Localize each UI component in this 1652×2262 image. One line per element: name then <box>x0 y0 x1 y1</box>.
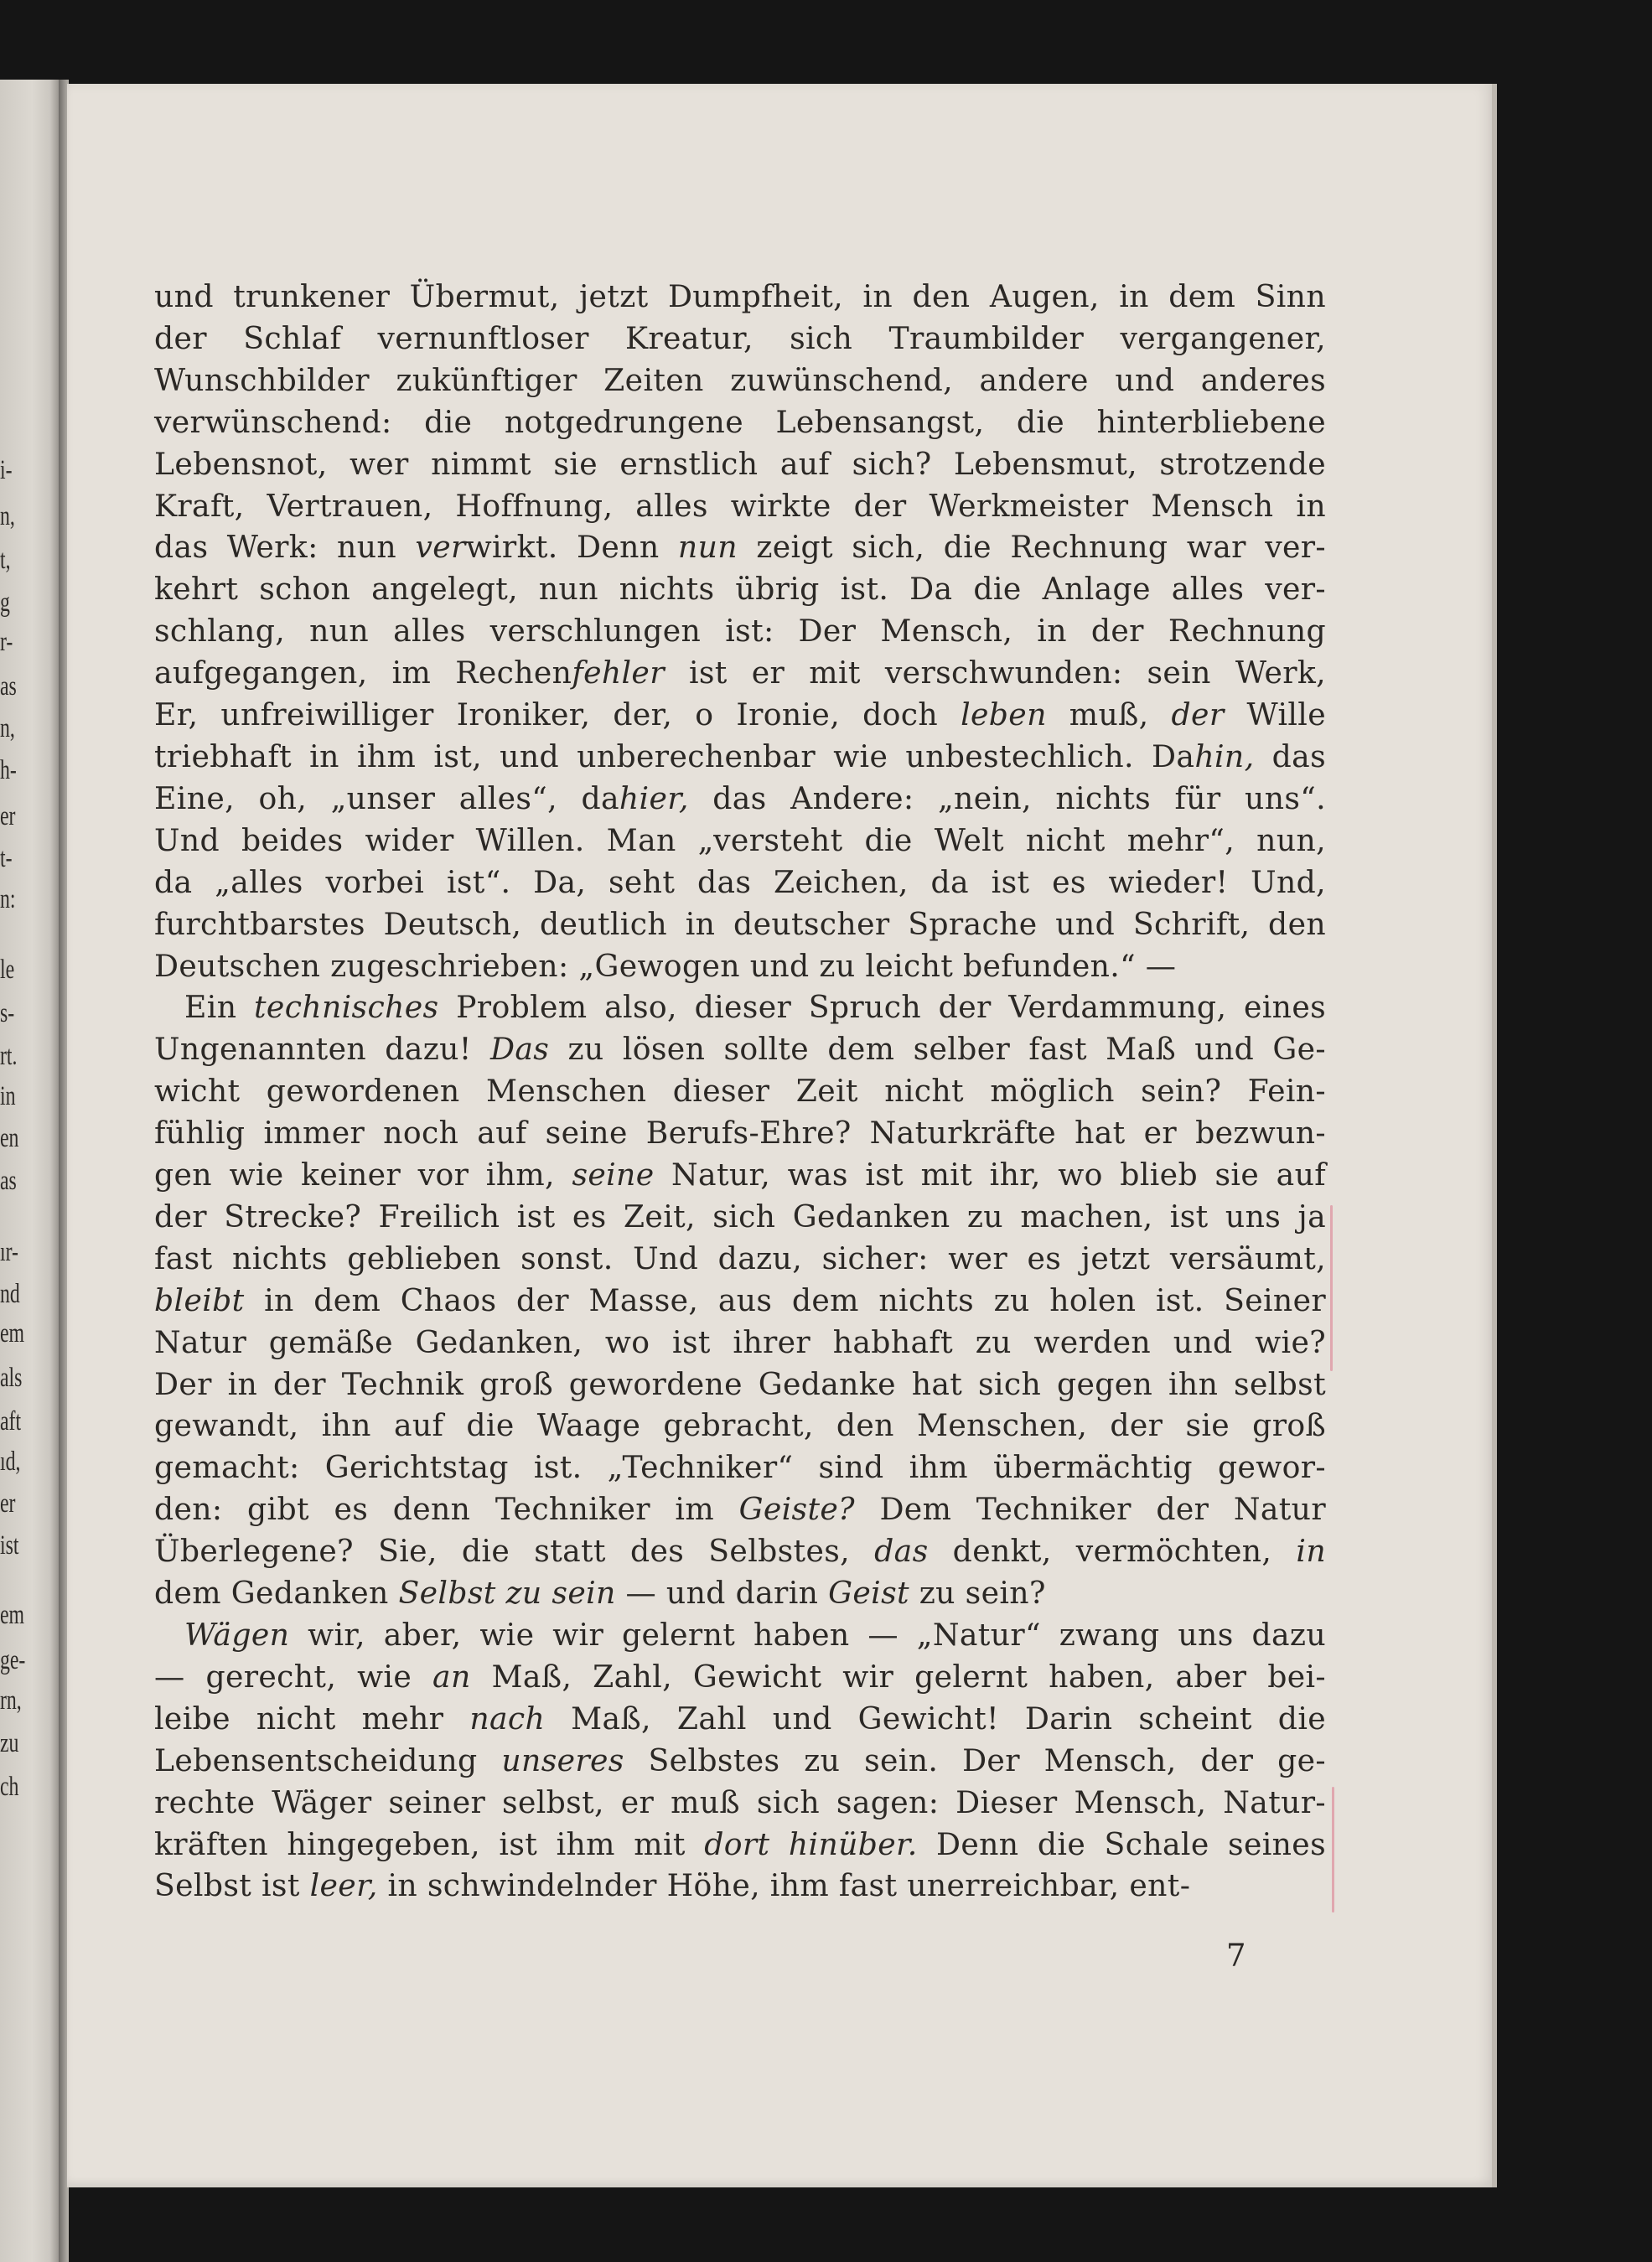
text-span: Ein <box>184 989 255 1026</box>
text-line <box>154 1865 1326 1907</box>
text-span: — gerecht, wie <box>154 1658 433 1695</box>
italic-span: dort hinüber. <box>704 1825 918 1862</box>
italic-span: ver <box>415 529 466 566</box>
text-span: aufgegangen, im Rechen <box>154 655 572 691</box>
book-page <box>67 84 1492 2187</box>
text-line <box>154 1238 1326 1280</box>
previous-page-fragment: as <box>0 1166 17 1196</box>
italic-span: Das <box>489 1031 550 1068</box>
previous-page-fragment: er <box>0 1488 16 1519</box>
italic-span: der <box>1171 696 1225 733</box>
text-span: denkt, vermöchten, <box>928 1533 1297 1570</box>
text-line <box>154 360 1326 401</box>
text-span: kehrt schon angelegt, nun nichts übrig ist. Da die Anlage alles ver- <box>154 571 1326 608</box>
text-span: Dem Techniker der Natur <box>854 1491 1326 1528</box>
text-span: Lebensentscheidung <box>154 1742 502 1778</box>
previous-page-fragment: rn, <box>0 1685 22 1716</box>
text-span: in schwindelnder Höhe, ihm fast unerreichbar, ent- <box>377 1867 1191 1904</box>
text-line <box>154 568 1326 610</box>
text-span: wicht gewordenen Menschen dieser Zeit nicht möglich sein? Fein- <box>154 1073 1326 1110</box>
italic-span: hin, <box>1194 738 1255 774</box>
text-span: leibe nicht mehr <box>154 1700 470 1737</box>
previous-page-fragment: er <box>0 801 16 831</box>
previous-page-fragment: em <box>0 1600 25 1630</box>
text-span: Überlegene? Sie, die statt des Selbstes, <box>154 1533 875 1570</box>
text-line <box>154 778 1326 820</box>
text-span: da „alles vorbei ist“. Da, seht das Zeichen, da ist es wieder! Und, <box>154 863 1326 900</box>
text-span: rechte Wäger seiner selbst, er muß sich sagen: Dieser Mensch, Natur- <box>154 1783 1326 1820</box>
paragraph <box>154 1614 1326 1907</box>
previous-page-fragment: em <box>0 1318 25 1348</box>
text-span: den: gibt es denn Techniker im <box>154 1491 739 1528</box>
text-span: — und darin <box>615 1575 829 1612</box>
text-span: Denn die Schale seines <box>917 1825 1326 1862</box>
text-span: der Schlaf vernunftloser Kreatur, sich Traumbilder vergangener, <box>154 319 1326 356</box>
text-span: Wille <box>1224 696 1326 733</box>
italic-span: leben <box>961 696 1047 733</box>
italic-span: bleibt <box>154 1281 245 1318</box>
text-line <box>154 986 1326 1028</box>
page-number: 7 <box>1226 1938 1246 1974</box>
text-line <box>154 1405 1326 1447</box>
paragraph <box>154 986 1326 1614</box>
text-span: schlang, nun alles verschlungen ist: Der Mensch, in der Rechnung <box>154 613 1326 650</box>
text-line <box>154 1112 1326 1154</box>
text-span: wirkt. Denn <box>465 529 678 566</box>
text-span: das Werk: nun <box>154 529 416 566</box>
italic-span: das <box>874 1533 929 1570</box>
previous-page-fragment: t- <box>0 843 13 873</box>
text-span: das Andere: „nein, nichts für uns“. <box>688 779 1326 816</box>
text-span: Maß, Zahl und Gewicht! Darin scheint die <box>545 1700 1327 1737</box>
text-line <box>154 820 1326 862</box>
text-span: fühlig immer noch auf seine Berufs-Ehre? Naturkräfte hat er bezwun- <box>154 1115 1326 1152</box>
previous-page-fragment: aft <box>0 1406 22 1436</box>
previous-page-fragment: n: <box>0 884 16 914</box>
text-line <box>154 1488 1326 1530</box>
text-span: Natur, was ist mit ihr, wo blieb sie auf <box>654 1157 1326 1193</box>
previous-page-fragment: als <box>0 1363 23 1393</box>
italic-span: unseres <box>501 1742 624 1778</box>
text-line <box>154 652 1326 694</box>
text-line <box>154 862 1326 903</box>
text-span: Selbstes zu sein. Der Mensch, der ge- <box>624 1742 1326 1778</box>
text-span: Lebensnot, wer nimmt sie ernstlich auf sich? Lebensmut, strotzende <box>154 445 1326 482</box>
italic-span: nach <box>469 1700 546 1737</box>
text-span: Problem also, dieser Spruch der Verdammung, eines <box>438 989 1327 1026</box>
text-line <box>154 1740 1326 1782</box>
previous-page-edge <box>0 80 59 2262</box>
italic-span: in <box>1296 1533 1326 1570</box>
previous-page-fragment: s- <box>0 998 15 1028</box>
text-span: gen wie keiner vor ihm, <box>154 1157 572 1193</box>
previous-page-fragment: n, <box>0 713 15 743</box>
text-span: Deutschen zugeschrieben: „Gewogen und zu leicht befunden.“ — <box>154 947 1177 984</box>
text-line <box>154 318 1326 360</box>
pencil-margin-mark <box>1332 1787 1334 1913</box>
previous-page-fragment: r- <box>0 627 13 657</box>
text-span: Ungenannten dazu! <box>154 1031 490 1068</box>
text-span: gewandt, ihn auf die Waage gebracht, den Menschen, der sie groß <box>154 1407 1326 1444</box>
text-span: zeigt sich, die Rechnung war ver- <box>737 529 1326 566</box>
text-line <box>154 1614 1326 1656</box>
text-span: gemacht: Gerichtstag ist. „Techniker“ sind ihm übermächtig gewor- <box>154 1449 1326 1486</box>
previous-page-fragment: ge- <box>0 1645 26 1675</box>
text-line <box>154 1698 1326 1740</box>
text-span: Und beides wider Willen. Man „versteht die Welt nicht mehr“, nun, <box>154 821 1326 858</box>
text-line <box>154 1154 1326 1196</box>
italic-span: Wägen <box>184 1617 290 1653</box>
previous-page-fragment: ıd, <box>0 1447 21 1477</box>
text-span: furchtbarstes Deutsch, deutlich in deutscher Sprache und Schrift, den <box>154 905 1326 942</box>
text-span: in dem Chaos der Masse, aus dem nichts zu holen ist. Seiner <box>244 1281 1326 1318</box>
previous-page-fragment: rt. <box>0 1041 18 1071</box>
previous-page-fragment: h- <box>0 755 17 785</box>
previous-page-fragment: g <box>0 587 10 618</box>
text-span: kräften hingegeben, ist ihm mit <box>154 1825 705 1862</box>
previous-page-fragment: ch <box>0 1772 19 1802</box>
previous-page-fragment: as <box>0 671 17 701</box>
text-span: Natur gemäße Gedanken, wo ist ihrer habhaft zu werden und wie? <box>154 1323 1326 1360</box>
text-line <box>154 1364 1326 1405</box>
italic-span: fehler <box>572 655 665 691</box>
text-line <box>154 526 1326 568</box>
previous-page-fragment: le <box>0 955 15 985</box>
text-span: Maß, Zahl, Gewicht wir gelernt haben, aber bei- <box>470 1658 1326 1695</box>
text-span: ist er mit verschwunden: sein Werk, <box>664 655 1326 691</box>
text-line <box>154 945 1326 987</box>
text-line <box>154 443 1326 485</box>
text-line <box>154 485 1326 527</box>
text-line <box>154 1824 1326 1866</box>
text-line <box>154 401 1326 443</box>
pencil-margin-mark <box>1330 1205 1333 1371</box>
italic-span: Geiste? <box>738 1491 855 1528</box>
text-line <box>154 903 1326 945</box>
previous-page-fragment: n, <box>0 501 15 531</box>
text-span: dem Gedanken <box>154 1575 399 1612</box>
text-span: Wunschbilder zukünftiger Zeiten zuwünschend, andere und anderes <box>154 361 1326 398</box>
paragraph <box>154 276 1326 986</box>
previous-page-fragment: zu <box>0 1728 19 1758</box>
text-line <box>154 1070 1326 1112</box>
text-line <box>154 694 1326 736</box>
text-line <box>154 1447 1326 1488</box>
text-line <box>154 610 1326 652</box>
previous-page-fragment: ır- <box>0 1237 18 1267</box>
text-span: Eine, oh, „unser alles“, da <box>154 779 619 816</box>
previous-page-fragment: ist <box>0 1530 19 1561</box>
text-span: zu sein? <box>909 1575 1046 1612</box>
text-span: Er, unfreiwilliger Ironiker, der, o Ironie, doch <box>154 696 961 733</box>
text-line <box>154 736 1326 778</box>
text-span: Selbst ist <box>154 1867 310 1904</box>
text-line <box>154 1196 1326 1238</box>
text-span: muß, <box>1046 696 1172 733</box>
text-line <box>154 1280 1326 1322</box>
italic-span: technisches <box>254 989 439 1026</box>
text-span: Kraft, Vertrauen, Hoffnung, alles wirkte der Werkmeister Mensch in <box>154 487 1326 524</box>
previous-page-fragment: nd <box>0 1279 20 1309</box>
previous-page-fragment: en <box>0 1123 19 1153</box>
text-span: Der in der Technik groß gewordene Gedanke hat sich gegen ihn selbst <box>154 1365 1326 1402</box>
italic-span: Geist <box>828 1575 909 1612</box>
text-span: und trunkener Übermut, jetzt Dumpfheit, in den Augen, in dem Sinn <box>154 278 1326 314</box>
italic-span: Selbst zu sein <box>398 1575 616 1612</box>
text-span: wir, aber, wie wir gelernt haben — „Natur“ zwang uns dazu <box>289 1617 1326 1653</box>
text-line <box>154 1782 1326 1824</box>
text-line <box>154 1530 1326 1572</box>
previous-page-fragment: t, <box>0 545 11 575</box>
italic-span: an <box>432 1658 471 1695</box>
previous-page-fragment: i- <box>0 455 13 485</box>
italic-span: nun <box>677 529 738 566</box>
text-span: das <box>1254 738 1326 774</box>
page-body-text <box>154 276 1326 1907</box>
text-line <box>154 1572 1326 1614</box>
text-span: fast nichts geblieben sonst. Und dazu, sicher: wer es jetzt versäumt, <box>154 1240 1326 1276</box>
previous-page-fragment: in <box>0 1081 16 1111</box>
text-line <box>154 1028 1326 1070</box>
italic-span: hier, <box>619 779 689 816</box>
text-line <box>154 1322 1326 1364</box>
italic-span: leer, <box>309 1867 378 1904</box>
text-span: verwünschend: die notgedrungene Lebensangst, die hinterbliebene <box>154 403 1326 440</box>
text-span: zu lösen sollte dem selber fast Maß und Ge- <box>549 1031 1326 1068</box>
text-line <box>154 1656 1326 1698</box>
text-span: triebhaft in ihm ist, und unberechenbar wie unbestechlich. Da <box>154 738 1195 774</box>
page-edge <box>1492 84 1497 2187</box>
italic-span: seine <box>572 1157 655 1193</box>
text-span: der Strecke? Freilich ist es Zeit, sich Gedanken zu machen, ist uns ja <box>154 1198 1326 1235</box>
text-line <box>154 276 1326 318</box>
